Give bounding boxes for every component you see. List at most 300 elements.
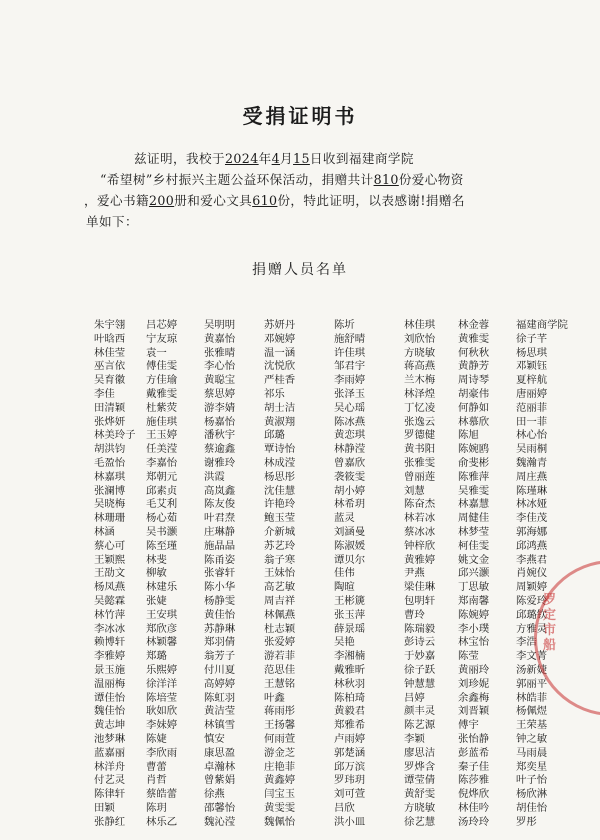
donor-name: 邹君宇 <box>334 360 366 373</box>
donor-name: 卢雨婷 <box>334 732 366 745</box>
donor-name: 胡豪伟 <box>458 387 490 400</box>
donor-name: 王劭文 <box>94 567 126 580</box>
paragraph-line-1 <box>86 148 526 169</box>
donor-name: 林嘉琪 <box>94 470 126 483</box>
donor-name: 徐燕 <box>204 788 225 801</box>
donor-name: 陈圻 <box>334 319 355 331</box>
donor-name: 谭佳怡 <box>94 691 126 704</box>
donor-name: 叶君焘 <box>204 512 236 525</box>
donor-name: 谭莹倩 <box>404 774 436 787</box>
donor-name: 邓颖钰 <box>516 360 548 373</box>
donor-name: 陈爱玲 <box>516 594 548 607</box>
donor-name: 郭海娜 <box>516 525 548 538</box>
donor-name: 邱素贞 <box>146 484 178 497</box>
p3-stationery: 610 <box>252 193 278 208</box>
donor-name: 李文菁 <box>516 650 548 663</box>
donor-name: 叶子怡 <box>516 774 548 787</box>
donor-name: 池梦琳 <box>94 732 126 745</box>
p1-day: 15 <box>293 151 310 166</box>
donor-name: 邱璐钦 <box>516 608 548 621</box>
donor-name: 蔡思婷 <box>204 387 236 400</box>
p1-year-char: 年 <box>258 151 272 166</box>
donor-name: 陈婕 <box>146 732 167 745</box>
donor-name: 魏瀚青 <box>516 456 548 469</box>
donor-name: 马雨晨 <box>516 746 548 759</box>
donor-name: 陶暄 <box>334 581 355 594</box>
donor-name: 魏佳怡 <box>94 705 126 718</box>
p2-total: 810 <box>373 172 399 187</box>
donor-name: 林心怡 <box>516 429 548 442</box>
donor-name: 于妙嘉 <box>404 650 436 663</box>
donor-name: 方佳瑜 <box>146 374 178 387</box>
donor-name: 兰木梅 <box>404 374 436 387</box>
donor-name: 陈律轩 <box>94 788 126 801</box>
donor-name: 陈冰燕 <box>334 415 366 428</box>
p1-prefix: 兹证明，我校于 <box>134 151 225 166</box>
donor-name: 李欣雨 <box>146 746 178 759</box>
donor-name: 吴书灏 <box>146 525 178 538</box>
donor-list-title: 捐赠人员名单 <box>252 262 348 278</box>
donor-name: 刘可萱 <box>334 788 366 801</box>
donor-name: 周庄燕 <box>516 470 548 483</box>
donor-name: 李雨婷 <box>334 374 366 387</box>
donor-name: 尹燕 <box>404 567 425 580</box>
donor-name: 陈柏琦 <box>334 691 366 704</box>
donor-name: 谭贝尔 <box>334 553 366 566</box>
donor-name: 胡小婷 <box>334 484 366 497</box>
donor-name: 许佳琪 <box>334 346 366 359</box>
donor-name: 李佳 <box>94 387 115 400</box>
donor-name: 邓婉婷 <box>264 332 296 345</box>
donor-name: 杨欣淋 <box>516 788 548 801</box>
donor-name: 林皓菲 <box>516 691 548 704</box>
donor-name: 黄雅婷 <box>404 553 436 566</box>
donor-name: 张澜博 <box>94 484 126 497</box>
donor-name: 苏妍丹 <box>264 319 296 331</box>
donor-name: 王彬篪 <box>334 594 366 607</box>
donor-name: 闫宝玉 <box>264 788 296 801</box>
donor-name: 徐艺慧 <box>404 815 436 828</box>
donor-name: 王荣基 <box>516 719 548 732</box>
donor-name: 林竹萍 <box>94 608 126 621</box>
donor-name: 覃诗怡 <box>264 443 296 456</box>
donor-name: 王扬馨 <box>264 719 296 732</box>
donor-name: 田颖 <box>94 801 115 814</box>
donor-name: 林成滢 <box>264 456 296 469</box>
donor-name: 王颖熙 <box>94 553 126 566</box>
donor-name: 李佳茂 <box>516 512 548 525</box>
donor-name: 俞斐彬 <box>458 456 490 469</box>
donor-name: 蒋雨彤 <box>264 705 296 718</box>
donor-name: 戴雅昕 <box>334 663 366 676</box>
donor-name: 梁佳琳 <box>404 581 436 594</box>
donor-name: 陈小华 <box>204 581 236 594</box>
donor-name: 张雅晴 <box>204 346 236 359</box>
donor-name: 乐熙婷 <box>146 663 178 676</box>
donor-name: 张逸云 <box>404 415 436 428</box>
donor-name: 毛艾利 <box>146 498 178 511</box>
donor-name: 肖婉仪 <box>516 567 548 580</box>
donor-name: 杨佩煜 <box>516 705 548 718</box>
donor-name: 黄佳怡 <box>204 608 236 621</box>
donor-name: 魏沁滢 <box>204 815 236 828</box>
donor-name: 林建乐 <box>146 581 178 594</box>
donor-name: 严桂香 <box>264 374 296 387</box>
p1-suffix: 日收到福建商学院 <box>309 151 414 166</box>
donor-name: 黄淑翔 <box>264 415 296 428</box>
donor-name: 林乐乙 <box>146 815 178 828</box>
donor-name: 李颖 <box>404 732 425 745</box>
donor-name: 介新城 <box>264 525 296 538</box>
p1-month: 4 <box>271 151 281 166</box>
donor-name: 吕欣 <box>334 801 355 814</box>
donor-name: 游若菲 <box>264 650 296 663</box>
donor-name: 姚文金 <box>458 553 490 566</box>
donor-name: 谢雅玲 <box>204 456 236 469</box>
donor-name: 林希玥 <box>334 498 366 511</box>
donor-name: 沈佳慧 <box>264 484 296 497</box>
donor-name: 吴懿霖 <box>94 594 126 607</box>
donor-name: 李浩 <box>516 636 537 649</box>
donor-name: 温丽梅 <box>94 677 126 690</box>
donor-name: 吴育徽 <box>94 374 126 387</box>
donor-name: 林静滢 <box>334 443 366 456</box>
p2-suffix: 份爱心物资 <box>398 172 464 187</box>
donor-name: 叶鑫 <box>264 691 285 704</box>
donor-name: 李湘楠 <box>334 650 366 663</box>
donor-name: 林冰娅 <box>516 498 548 511</box>
donor-name: 吕芯婷 <box>146 319 178 331</box>
donor-name: 曹蕾 <box>146 760 167 773</box>
donor-name: 郭丽平 <box>516 677 548 690</box>
donor-name: 彭蓝希 <box>458 746 490 759</box>
p3-prefix: ，爱心书籍 <box>84 193 149 208</box>
donor-name: 傅宇 <box>458 719 479 732</box>
donor-name: 郑欣彦 <box>146 622 178 635</box>
donor-name: 魏佩怡 <box>264 815 296 828</box>
donor-name: 陈淑媛 <box>334 539 366 552</box>
donor-name: 付川夏 <box>204 663 236 676</box>
donor-name: 黄聪宝 <box>204 374 236 387</box>
document-title: 受捐证明书 <box>242 104 358 128</box>
donor-name: 林慕欣 <box>458 415 490 428</box>
donor-name: 林佳莹 <box>94 346 126 359</box>
donor-name: 邵馨怡 <box>204 801 236 814</box>
donor-name: 夏梓航 <box>516 374 548 387</box>
donor-name: 丁忆凌 <box>404 401 436 414</box>
donor-name: 汤玲玲 <box>458 815 490 828</box>
donor-name: 李心怡 <box>204 360 236 373</box>
donor-name: 黄志坤 <box>94 719 126 732</box>
donor-name: 罗烨含 <box>404 760 436 773</box>
p1-year: 2024 <box>224 151 259 166</box>
donor-name: 林佩燕 <box>264 608 296 621</box>
paragraph-line-2 <box>86 169 526 190</box>
donor-name: 李冰冰 <box>94 622 126 635</box>
p3-suffix: 份，特此证明，以表感谢!捐赠名 <box>277 193 465 208</box>
donor-name: 徐子跃 <box>404 663 436 676</box>
donor-name: 翁子寒 <box>264 553 296 566</box>
donor-name: 唐丽婷 <box>516 387 548 400</box>
donor-name: 庄琳静 <box>204 525 236 538</box>
donor-name: 潘秋宇 <box>204 429 236 442</box>
donor-name: 黄恋琪 <box>334 429 366 442</box>
donor-name: 黄丽玲 <box>458 663 490 676</box>
donor-name: 陈友俊 <box>204 498 236 511</box>
donor-name: 林涵 <box>94 525 115 538</box>
donor-name: 杨嘉怡 <box>204 415 236 428</box>
donor-name: 刘珍妮 <box>458 677 490 690</box>
donor-name: 何秋秋 <box>458 346 490 359</box>
donor-name: 鲍玉莹 <box>264 512 296 525</box>
donor-name: 曹玲 <box>404 608 425 621</box>
donor-name: 林若冰 <box>404 512 436 525</box>
donor-name: 张玉萍 <box>334 608 366 621</box>
donor-name: 柳敏 <box>146 567 167 580</box>
donor-name: 张爱婷 <box>264 636 296 649</box>
donor-name: 王妹怡 <box>264 567 296 580</box>
p1-month-char: 月 <box>280 151 294 166</box>
donor-name: 何静如 <box>458 401 490 414</box>
donor-name: 宁友琼 <box>146 332 178 345</box>
donor-name: 罗德健 <box>404 429 436 442</box>
donor-name: 黄嘉怡 <box>204 332 236 345</box>
donor-name: 李嘉怡 <box>146 456 178 469</box>
donor-name: 陈瑞毅 <box>404 622 436 635</box>
donor-name: 袭筱雯 <box>334 470 366 483</box>
donor-name: 刘涵曼 <box>334 525 366 538</box>
donor-name: 蒋高燕 <box>404 360 436 373</box>
donor-name: 林佳吟 <box>458 801 490 814</box>
donor-name: 钟慧慧 <box>404 677 436 690</box>
donor-name: 郑南馨 <box>458 594 490 607</box>
donor-name: 杨静雯 <box>204 594 236 607</box>
donor-name: 秦子佳 <box>458 760 490 773</box>
donor-name: 邱璐 <box>264 429 285 442</box>
donor-name: 陈虹羽 <box>204 691 236 704</box>
donor-name: 胡士洁 <box>264 401 296 414</box>
donor-name: 郑璐 <box>146 650 167 663</box>
donor-name: 周诗琴 <box>458 374 490 387</box>
donor-name: 曾丽莲 <box>404 470 436 483</box>
donor-name: 张婕 <box>146 594 167 607</box>
donor-name: 杜志颖 <box>264 622 296 635</box>
donor-name: 黄舒雯 <box>404 788 436 801</box>
donor-name: 黄静芳 <box>458 360 490 373</box>
donor-name: 施舒晴 <box>334 332 366 345</box>
donor-name: 沈悦欣 <box>264 360 296 373</box>
donor-name: 周颖婷 <box>516 581 548 594</box>
donor-name: 林镇雪 <box>204 719 236 732</box>
donor-name: 林佳琪 <box>404 319 436 331</box>
donor-name: 翁芳子 <box>204 650 236 663</box>
donor-name: 施佳琪 <box>146 415 178 428</box>
donor-name: 陈奋杰 <box>404 498 436 511</box>
donor-name: 施晶晶 <box>204 539 236 552</box>
donor-name: 赖博轩 <box>94 636 126 649</box>
donor-name: 黄雅雯 <box>458 332 490 345</box>
donor-name: 方雅灵 <box>516 622 548 635</box>
paragraph-line-4: 单如下： <box>86 214 138 229</box>
donor-name: 肖哲 <box>146 774 167 787</box>
donor-name: 卓瀚林 <box>204 760 236 773</box>
donor-name: 陈瑾琳 <box>516 484 548 497</box>
donor-name: 傅佳雯 <box>146 360 178 373</box>
donor-name: 廖思洁 <box>404 746 436 759</box>
donor-name: 袁一 <box>146 346 167 359</box>
donor-name: 方晓敏 <box>404 801 436 814</box>
donor-name: 范丽菲 <box>516 401 548 414</box>
donor-name: 吴艳 <box>334 636 355 649</box>
donor-name: 刘晋颖 <box>458 705 490 718</box>
donor-name: 林斐 <box>146 553 167 566</box>
donor-name: 刘慧 <box>404 484 425 497</box>
donor-name: 田一菲 <box>516 415 548 428</box>
p3-books: 200 <box>148 193 175 208</box>
donor-name: 佳伟 <box>334 567 355 580</box>
donor-name: 黄书阳 <box>404 443 436 456</box>
donor-name: 张静红 <box>94 815 126 828</box>
donor-name: 陈婉鸥 <box>458 443 490 456</box>
p3-mid: 册和爱心文具 <box>174 193 253 208</box>
donor-name: 何雨萱 <box>264 732 296 745</box>
donor-name: 陈莹 <box>458 650 479 663</box>
donor-name: 付艺灵 <box>94 774 126 787</box>
donor-name: 彭诗云 <box>404 636 436 649</box>
donor-name: 巫言依 <box>94 360 126 373</box>
donor-name: 林美玲子 <box>94 429 136 442</box>
donor-name: 吴心瑶 <box>334 401 366 414</box>
donor-name: 罗玮玥 <box>334 774 366 787</box>
donor-name: 李妹婷 <box>146 719 178 732</box>
donor-name: 林泽煌 <box>404 387 436 400</box>
donor-name: 陈雅萍 <box>458 470 490 483</box>
donor-name: 林梦莹 <box>458 525 490 538</box>
donor-name: 张泽玉 <box>334 387 366 400</box>
donor-name: 吴雅雯 <box>458 484 490 497</box>
donor-name: 薛景瑶 <box>334 622 366 635</box>
donor-name: 柯佳雯 <box>458 539 490 552</box>
donor-name: 杨凤燕 <box>94 581 126 594</box>
donor-name: 包明轩 <box>404 594 436 607</box>
donor-name: 李小璞 <box>458 622 490 635</box>
donor-name: 曾紫娟 <box>204 774 236 787</box>
donor-name: 吕婷 <box>404 691 425 704</box>
donor-name: 胡洪钧 <box>94 443 126 456</box>
donor-name: 洪小皿 <box>334 815 366 828</box>
donor-name: 蔡逾鑫 <box>204 443 236 456</box>
donor-name: 邱鸿燕 <box>516 539 548 552</box>
donor-name: 林金蓉 <box>458 319 490 331</box>
donor-name: 曾嘉欣 <box>334 456 366 469</box>
donor-name: 杨思琪 <box>516 346 548 359</box>
donor-name: 任美滢 <box>146 443 178 456</box>
donor-name: 余鑫梅 <box>458 691 490 704</box>
donor-name: 倪烨欣 <box>458 788 490 801</box>
donor-name: 黄毅君 <box>334 705 366 718</box>
donor-name: 郑朝元 <box>146 470 178 483</box>
donor-name: 郑雅希 <box>334 719 366 732</box>
donor-name: 林秋羽 <box>334 677 366 690</box>
donor-name: 田清颖 <box>94 401 126 414</box>
donor-name: 汤新婕 <box>516 663 548 676</box>
donor-name: 陈婉婷 <box>458 608 490 621</box>
donor-name: 蔡心可 <box>94 539 126 552</box>
donor-name: 苏艺玲 <box>264 539 296 552</box>
paragraph-line-3 <box>84 190 524 211</box>
donor-name: 丁思敏 <box>458 581 490 594</box>
donor-name: 吴晓梅 <box>94 498 126 511</box>
donor-name: 颜丰灵 <box>404 705 436 718</box>
donor-name: 张睿轩 <box>204 567 236 580</box>
donor-name: 陈艺源 <box>404 719 436 732</box>
p2-prefix: “希望树”乡村振兴主题公益环保活动，捐赠共计 <box>100 172 374 187</box>
donor-name: 林珊珊 <box>94 512 126 525</box>
donor-name: 胡佳怡 <box>516 801 548 814</box>
donor-name: 李燕君 <box>516 553 548 566</box>
donor-name: 吴明明 <box>204 319 236 331</box>
donor-name: 温一涵 <box>264 346 296 359</box>
donor-name: 黄洁莹 <box>204 705 236 718</box>
donor-name: 张烨妍 <box>94 415 126 428</box>
donor-name: 杨心茹 <box>146 512 178 525</box>
donor-name: 蓝嘉丽 <box>94 746 126 759</box>
donor-name: 祁乐 <box>264 387 285 400</box>
donor-name: 王慧铭 <box>264 677 296 690</box>
donor-name: 徐子芊 <box>516 332 548 345</box>
donor-name: 洪霞 <box>204 470 225 483</box>
donor-name: 毛盈怡 <box>94 456 126 469</box>
donor-name: 蔡皓蕾 <box>146 788 178 801</box>
donor-name: 陈莎雅 <box>458 774 490 787</box>
donor-name: 景玉施 <box>94 663 126 676</box>
donor-name: 高婷婷 <box>204 677 236 690</box>
donor-name: 林宝怡 <box>458 636 490 649</box>
donor-name: 郭楚涵 <box>334 746 366 759</box>
donor-name: 罗彤 <box>516 815 537 828</box>
donor-name: 陈甬姿 <box>204 553 236 566</box>
donor-name: 周健佳 <box>458 512 490 525</box>
donor-name: 张怡静 <box>458 732 490 745</box>
donor-name: 陈玥 <box>146 801 167 814</box>
donor-name: 徐洋洋 <box>146 677 178 690</box>
donor-name: 张雅雯 <box>404 456 436 469</box>
donor-name: 林颖馨 <box>146 636 178 649</box>
donor-name: 范思佳 <box>264 663 296 676</box>
donor-name: 高岚鑫 <box>204 484 236 497</box>
donor-name: 高艺敏 <box>264 581 296 594</box>
donor-name: 叶晗西 <box>94 332 126 345</box>
donor-name: 黄鑫婷 <box>264 774 296 787</box>
donor-name: 耿如欣 <box>146 705 178 718</box>
donor-name: 刘欣怡 <box>404 332 436 345</box>
donor-name: 李雅婷 <box>94 650 126 663</box>
seal-text: 罗定市船 <box>543 593 557 653</box>
donor-name: 康思盈 <box>204 746 236 759</box>
donor-name: 钟之敏 <box>516 732 548 745</box>
donor-name: 蓝灵 <box>334 512 355 525</box>
donor-name: 林洋舟 <box>94 760 126 773</box>
donor-name: 杨思彤 <box>264 470 296 483</box>
donor-name: 庄艳菲 <box>264 760 296 773</box>
donor-name: 林嘉慧 <box>458 498 490 511</box>
donor-name: 许艳玲 <box>264 498 296 511</box>
donor-name: 慎安 <box>204 732 225 745</box>
donor-name: 陈培莹 <box>146 691 178 704</box>
donor-name: 王玉婷 <box>146 429 178 442</box>
donor-name: 游金芝 <box>264 746 296 759</box>
donor-name: 杜紫荧 <box>146 401 178 414</box>
